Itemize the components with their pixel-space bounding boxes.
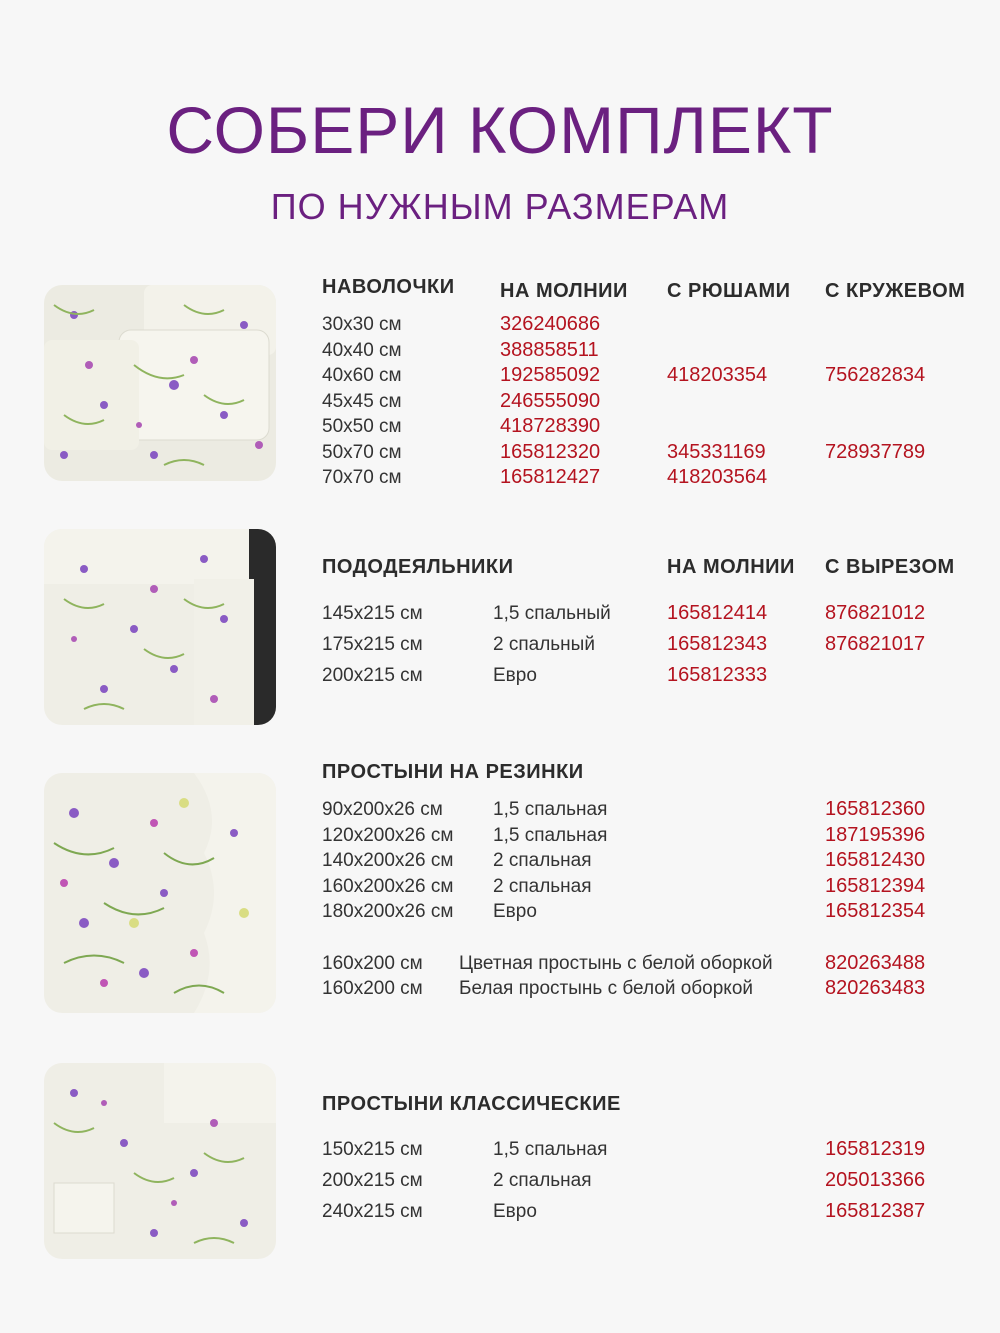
duvet-zip-column-heading: НА МОЛНИИ (667, 556, 795, 578)
classic-sheets-heading: ПРОСТЫНИ КЛАССИЧЕСКИЕ (322, 1093, 621, 1115)
pillowcase-size: 40x60 см (322, 365, 402, 386)
pillowcase-zip-code: 246555090 (500, 390, 601, 412)
fitted-size: 90x200x26 см (322, 799, 443, 820)
duvet-cut-code: 876821012 (825, 602, 926, 624)
classic-code: 205013366 (825, 1169, 926, 1191)
duvet-size: 200x215 см (322, 665, 423, 686)
page-subtitle: ПО НУЖНЫМ РАЗМЕРАМ (270, 186, 730, 227)
fitted-size: 140x200x26 см (322, 850, 454, 871)
fitted-sheets-heading: ПРОСТЫНИ НА РЕЗИНКИ (322, 761, 584, 783)
pillowcase-zip-code: 165812320 (500, 441, 601, 463)
pillowcase-lace-code: 728937789 (825, 441, 926, 463)
classic-code: 165812387 (825, 1200, 926, 1222)
duvet-size: 145x215 см (322, 603, 423, 624)
ruffle-sheet-type: Белая простынь с белой оборкой (459, 978, 754, 999)
pillowcase-zip-code: 192585092 (500, 364, 601, 386)
zip-column-heading: НА МОЛНИИ (500, 280, 628, 302)
classic-sheet-photo (44, 1063, 276, 1259)
duvet-zip-code: 165812333 (667, 664, 768, 686)
page-title: СОБЕРИ КОМПЛЕКТ (166, 93, 834, 167)
fitted-type: 1,5 спальная (493, 799, 608, 820)
classic-type: 1,5 спальная (493, 1139, 608, 1160)
duvet-cover-photo (44, 529, 276, 725)
classic-type: 2 спальная (493, 1170, 592, 1191)
pillowcase-size: 45x45 см (322, 391, 402, 412)
duvet-cut-column-heading: С ВЫРЕЗОМ (825, 556, 955, 578)
pillowcase-size: 40x40 см (322, 340, 402, 361)
duvet-size: 175x215 см (322, 634, 423, 655)
fitted-code: 165812360 (825, 798, 926, 820)
pillowcase-lace-code: 756282834 (825, 364, 926, 386)
ruffle-sheet-size: 160x200 см (322, 978, 423, 999)
fitted-code: 165812354 (825, 900, 926, 922)
pillowcase-ruffle-code: 345331169 (667, 441, 766, 463)
ruffle-sheet-code: 820263483 (825, 977, 926, 999)
pillowcase-size: 30x30 см (322, 314, 402, 335)
pillowcase-size: 50x70 см (322, 442, 402, 463)
ruffle-sheet-size: 160x200 см (322, 953, 423, 974)
fitted-type: Евро (493, 901, 537, 922)
pillowcase-ruffle-code: 418203354 (667, 364, 768, 386)
duvets-heading: ПОДОДЕЯЛЬНИКИ (322, 556, 514, 578)
classic-size: 150x215 см (322, 1139, 423, 1160)
pillowcase-size: 70x70 см (322, 467, 402, 488)
duvet-type: Евро (493, 665, 537, 686)
fitted-code: 187195396 (825, 824, 926, 846)
pillowcase-size: 50x50 см (322, 416, 402, 437)
classic-code: 165812319 (825, 1138, 926, 1160)
fitted-type: 2 спальная (493, 850, 592, 871)
classic-type: Евро (493, 1201, 537, 1222)
duvet-zip-code: 165812414 (667, 602, 768, 624)
fitted-type: 1,5 спальная (493, 825, 608, 846)
duvet-cut-code: 876821017 (825, 633, 926, 655)
fitted-sheet-photo (44, 773, 276, 1013)
duvet-zip-code: 165812343 (667, 633, 768, 655)
lace-column-heading: С КРУЖЕВОМ (825, 280, 966, 302)
classic-size: 200x215 см (322, 1170, 423, 1191)
pillowcase-zip-code: 165812427 (500, 466, 601, 488)
duvet-type: 2 спальный (493, 634, 595, 655)
fitted-size: 180x200x26 см (322, 901, 454, 922)
pillowcase-zip-code: 326240686 (500, 313, 601, 335)
classic-size: 240x215 см (322, 1201, 423, 1222)
fitted-size: 160x200x26 см (322, 876, 454, 897)
fitted-code: 165812394 (825, 875, 926, 897)
pillowcase-zip-code: 388858511 (500, 339, 599, 361)
fitted-code: 165812430 (825, 849, 926, 871)
pillowcases-heading: НАВОЛОЧКИ (322, 276, 455, 298)
fitted-size: 120x200x26 см (322, 825, 454, 846)
pillowcase-photo (44, 285, 276, 481)
ruffle-column-heading: С РЮШАМИ (667, 280, 791, 302)
pillowcase-ruffle-code: 418203564 (667, 466, 768, 488)
pillowcase-zip-code: 418728390 (500, 415, 601, 437)
fitted-type: 2 спальная (493, 876, 592, 897)
duvet-type: 1,5 спальный (493, 603, 611, 624)
ruffle-sheet-code: 820263488 (825, 952, 926, 974)
ruffle-sheet-type: Цветная простынь с белой оборкой (459, 953, 773, 974)
